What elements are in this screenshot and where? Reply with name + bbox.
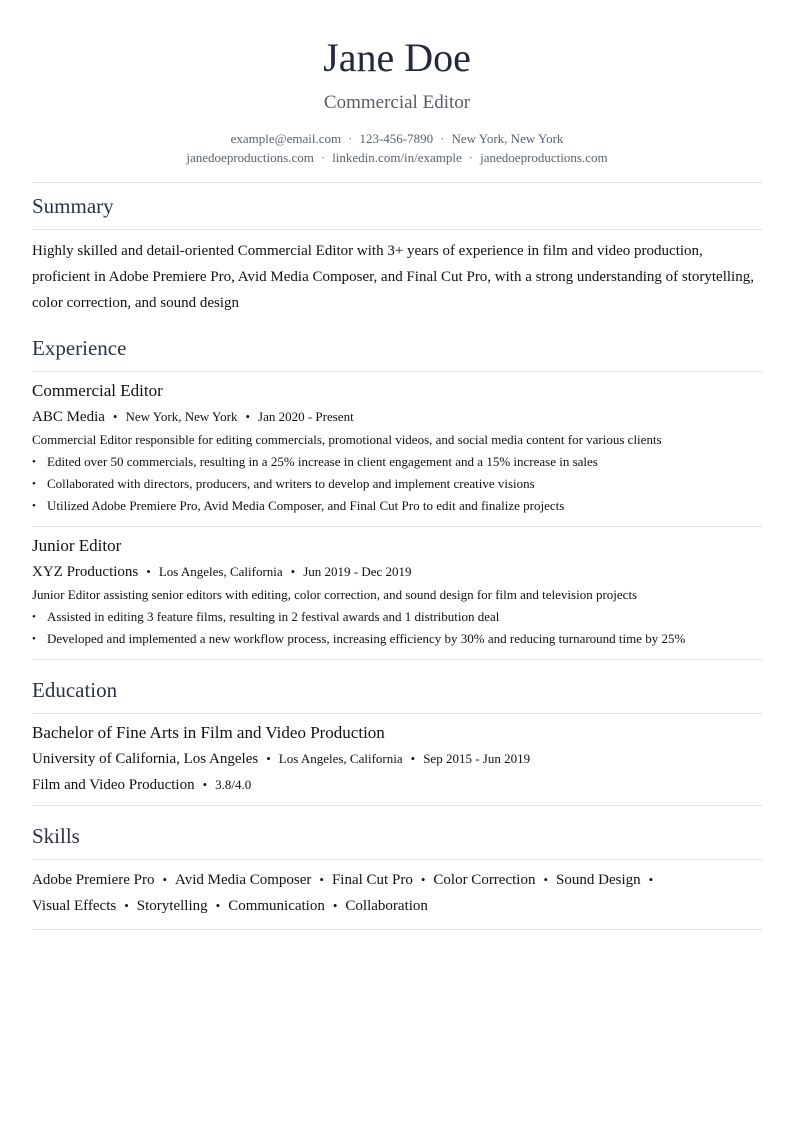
divider xyxy=(32,371,762,372)
skills-list xyxy=(32,867,762,919)
divider xyxy=(32,659,762,660)
job-location: Los Angeles, California xyxy=(158,564,283,579)
degree-title: Bachelor of Fine Arts in Film and Video Production xyxy=(32,723,385,742)
job-meta xyxy=(32,561,762,583)
bullet-separator: • xyxy=(410,751,416,766)
job-description: Commercial Editor responsible for editing commercials, promotional videos, and social media content for various clients xyxy=(32,432,662,447)
bullet-separator: • xyxy=(215,898,221,913)
list-item xyxy=(32,451,762,473)
job-dates: Jan 2020 - Present xyxy=(258,409,354,424)
bullet-text: Assisted in editing 3 feature films, resulting in 2 festival awards and 1 distribution deal xyxy=(47,609,500,624)
job-bullets xyxy=(32,606,762,650)
bullet-separator: • xyxy=(112,409,118,424)
bullet-text: Utilized Adobe Premiere Pro, Avid Media Composer, and Final Cut Pro to edit and finalize projects xyxy=(47,498,565,513)
field-of-study: Film and Video Production xyxy=(32,777,195,793)
education-heading: Education xyxy=(32,678,118,702)
bullet-separator: • xyxy=(162,872,168,887)
bullet-icon: • xyxy=(32,633,36,645)
bullet-text: Collaborated with directors, producers, and writers to develop and implement creative visions xyxy=(47,476,535,491)
divider xyxy=(32,929,762,930)
list-item xyxy=(32,628,762,650)
school-location: Los Angeles, California xyxy=(278,751,403,766)
company-name: ABC Media xyxy=(32,409,105,425)
divider xyxy=(32,805,762,806)
education-meta xyxy=(32,748,762,770)
job-entry xyxy=(32,380,762,517)
summary-text: Highly skilled and detail-oriented Commercial Editor with 3+ years of experience in film and video production, proficient in Adobe Premiere Pro, Avid Media Composer, and Final Cut Pro, with a strong understanding of storytelling, color correction, and sound design xyxy=(32,243,754,311)
bullet-separator: • xyxy=(319,872,324,887)
education-field-row xyxy=(32,774,762,796)
bullet-icon: • xyxy=(32,456,36,468)
separator: · xyxy=(320,150,326,165)
bullet-separator: • xyxy=(202,777,208,792)
bullet-separator: • xyxy=(146,564,151,579)
bullet-icon: • xyxy=(32,478,36,490)
contact-line-1 xyxy=(32,129,762,148)
contact-line-2 xyxy=(32,148,762,167)
divider xyxy=(32,859,762,860)
divider xyxy=(32,182,762,183)
bullet-separator: • xyxy=(290,564,296,579)
website-link-2[interactable]: janedoeproductions.com xyxy=(480,150,608,165)
job-title: Junior Editor xyxy=(32,536,122,555)
phone-number: 123-456-7890 xyxy=(359,131,434,146)
job-location: New York, New York xyxy=(125,409,238,424)
skill-item: Color Correction xyxy=(433,872,536,888)
separator: · xyxy=(440,131,445,146)
skill-item: Adobe Premiere Pro xyxy=(32,872,155,888)
list-item xyxy=(32,495,762,517)
separator: · xyxy=(468,150,474,165)
school-name: University of California, Los Angeles xyxy=(32,751,259,767)
skills-heading: Skills xyxy=(32,824,80,848)
job-bullets xyxy=(32,451,762,517)
skill-item: Final Cut Pro xyxy=(331,872,413,888)
experience-heading: Experience xyxy=(32,336,127,360)
bullet-icon: • xyxy=(32,500,36,512)
summary-heading: Summary xyxy=(32,194,114,218)
divider xyxy=(32,713,762,714)
bullet-separator: • xyxy=(332,898,338,913)
skill-item: Collaboration xyxy=(345,898,428,914)
bullet-text: Developed and implemented a new workflow process, increasing efficiency by 30% and reducing turnaround time by 25% xyxy=(47,631,686,646)
bullet-separator: • xyxy=(124,898,129,913)
bullet-separator: • xyxy=(245,409,251,424)
job-dates: Jun 2019 - Dec 2019 xyxy=(303,564,412,579)
skills-line-2 xyxy=(32,893,762,919)
location: New York, New York xyxy=(451,131,564,146)
email-link[interactable]: example@email.com xyxy=(230,131,342,146)
education-entry xyxy=(32,722,762,796)
bullet-text: Edited over 50 commercials, resulting in a 25% increase in client engagement and a 15% increase in sales xyxy=(47,454,598,469)
skill-item: Sound Design xyxy=(556,872,641,888)
list-item xyxy=(32,606,762,628)
divider xyxy=(32,229,762,230)
bullet-separator: • xyxy=(420,872,426,887)
website-link[interactable]: janedoeproductions.com xyxy=(186,150,314,165)
education-dates: Sep 2015 - Jun 2019 xyxy=(423,751,531,766)
job-meta xyxy=(32,406,762,428)
job-entry xyxy=(32,535,762,650)
separator: · xyxy=(348,131,353,146)
skill-item: Storytelling xyxy=(136,898,208,914)
gpa: 3.8/4.0 xyxy=(215,777,252,792)
company-name: XYZ Productions xyxy=(32,564,139,580)
candidate-name: Jane Doe xyxy=(323,35,471,80)
bullet-icon: • xyxy=(32,611,36,623)
skills-line-1 xyxy=(32,867,762,893)
bullet-separator: • xyxy=(648,872,654,887)
job-title: Commercial Editor xyxy=(32,381,163,400)
skill-item: Communication xyxy=(228,898,325,914)
skill-item: Visual Effects xyxy=(32,898,117,914)
bullet-separator: • xyxy=(543,872,549,887)
resume-header xyxy=(32,0,762,167)
linkedin-link[interactable]: linkedin.com/in/example xyxy=(332,150,462,165)
skill-item: Avid Media Composer xyxy=(175,872,312,888)
candidate-role: Commercial Editor xyxy=(323,92,471,113)
divider xyxy=(32,526,762,527)
bullet-separator: • xyxy=(266,751,271,766)
job-description: Junior Editor assisting senior editors with editing, color correction, and sound design for film and television projects xyxy=(32,587,638,602)
list-item xyxy=(32,473,762,495)
